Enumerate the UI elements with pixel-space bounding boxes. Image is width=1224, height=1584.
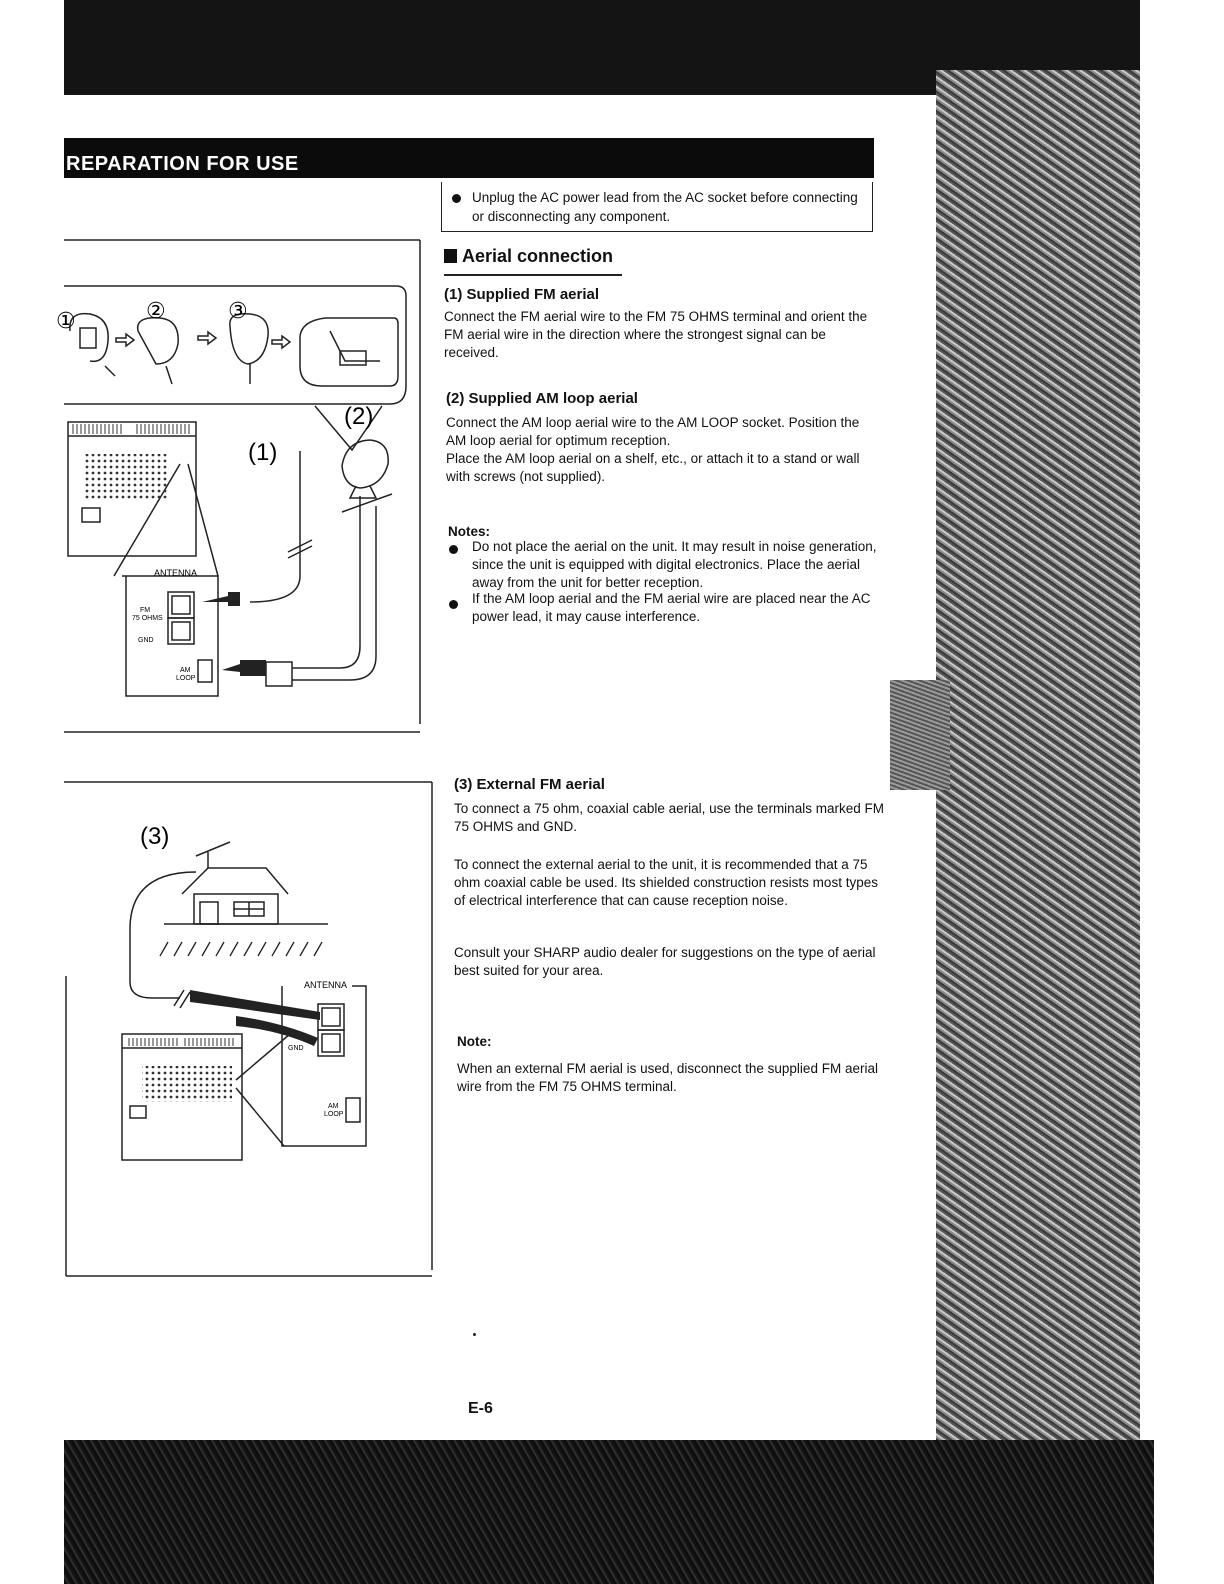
antenna-label: ANTENNA [154, 568, 198, 578]
notes-item-2: If the AM loop aerial and the FM aerial wire are placed near the AC power lead, it may cause interference. [472, 591, 871, 624]
external-fm-heading: (3) External FM aerial [454, 776, 605, 793]
fm-supplied-text: Connect the FM aerial wire to the FM 75 OHMS terminal and orient the FM aerial wire in the direction where the strongest signal can be received. [444, 309, 868, 360]
step-1-label: ① [56, 309, 76, 334]
fm-label: FM [140, 607, 151, 614]
step-2-label: ② [146, 299, 166, 324]
section-header-bar [64, 138, 874, 178]
page-number: E-6 [468, 1400, 493, 1417]
scan-margin-left [0, 0, 64, 1584]
antenna-label: ANTENNA [304, 980, 348, 990]
bullet-icon [452, 194, 461, 203]
scan-margin-right [1140, 0, 1224, 1584]
fm-supplied-heading: (1) Supplied FM aerial [444, 286, 600, 303]
square-bullet-icon [444, 249, 457, 263]
gnd-label: GND [288, 1045, 304, 1052]
loop-label: LOOP [324, 1111, 344, 1118]
external-fm-text-3: Consult your SHARP audio dealer for suggestions on the type of aerial best suited for your area. [454, 945, 876, 978]
step-3-label: ③ [228, 299, 248, 324]
figure-external-aerial [60, 776, 438, 1280]
loop-label: LOOP [176, 675, 196, 682]
section-title: Aerial connection [444, 246, 613, 267]
am-loop-heading: (2) Supplied AM loop aerial [446, 390, 638, 407]
notes-heading: Notes: [448, 524, 491, 539]
bullet-icon [449, 600, 458, 609]
scan-border-bottom [64, 1440, 1154, 1584]
figure-label-2: (2) [344, 403, 374, 430]
page-title: REPARATION FOR USE [66, 153, 299, 175]
note-heading: Note: [457, 1034, 492, 1049]
external-fm-text-2: To connect the external aerial to the unit, it is recommended that a 75 ohm coaxial cable be used. Its shielded construction resists most types of electrical interference that can cause reception noise. [454, 857, 878, 908]
am-loop-text-1: Connect the AM loop aerial wire to the AM LOOP socket. Position the AM loop aerial for optimum reception. [446, 415, 860, 448]
title-underline [444, 274, 622, 276]
figure-supplied-aerials [56, 236, 426, 736]
am-label: AM [180, 667, 191, 674]
am-loop-text-2: Place the AM loop aerial on a shelf, etc., or attach it to a stand or wall with screws (not supplied). [446, 451, 860, 484]
bullet-icon [449, 545, 458, 554]
page-edge-tab [890, 680, 950, 790]
figure-label-3: (3) [140, 823, 170, 850]
note-text: When an external FM aerial is used, disconnect the supplied FM aerial wire from the FM 75 OHMS terminal. [457, 1061, 878, 1094]
warning-box [441, 182, 873, 232]
figure-label-1: (1) [248, 439, 278, 466]
am-label: AM [328, 1103, 339, 1110]
gnd-label: GND [138, 637, 154, 644]
speck [473, 1333, 476, 1336]
ohms-label: 75 OHMS [132, 615, 163, 622]
external-fm-text-1: To connect a 75 ohm, coaxial cable aerial, use the terminals marked FM 75 OHMS and GND. [454, 801, 884, 834]
warning-text: Unplug the AC power lead from the AC socket before connecting or disconnecting any component. [472, 190, 858, 224]
notes-item-1: Do not place the aerial on the unit. It may result in noise generation, since the unit is equipped with digital electronics. Place the aerial away from the unit for better reception. [472, 539, 877, 590]
